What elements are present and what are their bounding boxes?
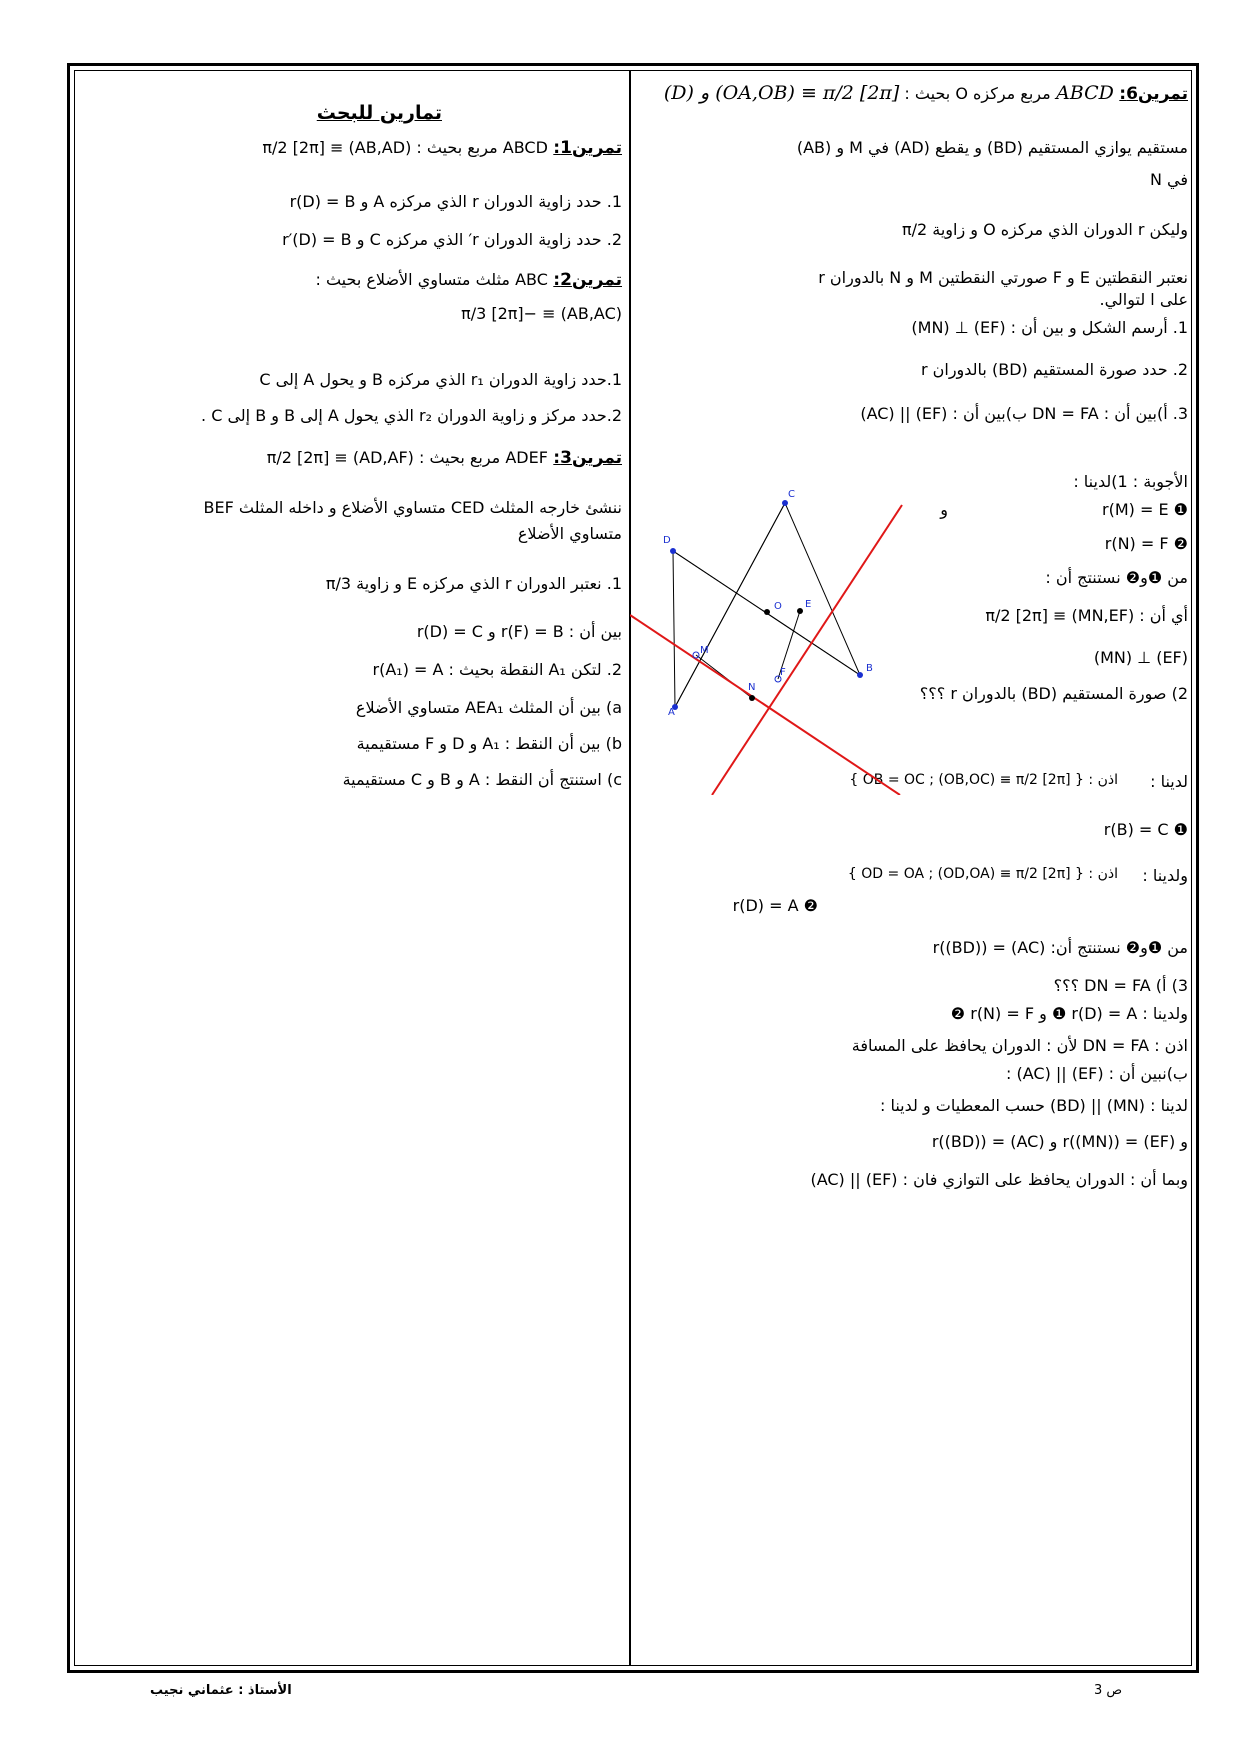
ex3-text: ADEF مربع بحيث : (AD,AF) ≡ π/2 [2π]: [266, 448, 548, 467]
ex1-q2: 2. حدد زاوية الدوران r′ الذي مركزه C و r′(D) = B: [282, 230, 622, 249]
left-title: تمارين للبحث: [316, 102, 442, 124]
ex3-q2: 2. لتكن A₁ النقطة بحيث : r(A₁) = A: [372, 660, 622, 679]
ex2-line2: (AB,AC) ≡ −π/3 [2π]: [461, 304, 622, 323]
ans-rM: ❶ r(M) = E: [1102, 500, 1188, 519]
ans-mn-ef: أي أن : (MN,EF) ≡ π/2 [2π]: [985, 606, 1188, 625]
label-N: N: [748, 682, 756, 693]
ex6-line4: وليكن r الدوران الذي مركزه O و زاوية π/2: [901, 220, 1188, 239]
ans2-concl: من ❶و❷ نستنتج أن: r((BD)) = (AC): [932, 938, 1188, 957]
ex2-label: تمرين2:: [553, 270, 622, 290]
ex3-line3: متساوي الأضلاع: [517, 524, 622, 543]
label-M: M: [700, 645, 709, 656]
red-line-2: [712, 505, 902, 795]
label-C: C: [788, 489, 795, 500]
ex2-line1: [315, 270, 622, 291]
point-C: [782, 500, 788, 506]
point-O: [764, 609, 770, 615]
point-E: [797, 608, 803, 614]
ex6-square: ABCD: [1056, 82, 1114, 104]
ans2-have: لدينا :: [1150, 772, 1188, 791]
ans3b-have: لدينا : (MN) || (BD) حسب المعطيات و لدينا :: [879, 1096, 1188, 1115]
geometry-figure: [630, 485, 920, 795]
ex6-line5: نعتبر النقطتين E و F صورتي النقطتين M و N بالدوران r: [818, 268, 1188, 287]
ans2-title: 2) صورة المستقيم (BD) بالدوران r ؟؟؟: [919, 684, 1188, 703]
ans-and: و: [940, 500, 948, 519]
ex2-q1: 1.حدد زاوية الدوران r₁ الذي مركزه B و يحول A إلى C: [259, 370, 622, 389]
ex2-q2: 2.حدد مركز و زاوية الدوران r₂ الذي يحول A إلى B و B إلى C .: [201, 406, 622, 425]
ans-title: الأجوبة : 1)لدينا :: [1073, 472, 1188, 491]
ans-perp: (EF) ⊥ (MN): [1093, 648, 1188, 667]
ex3-label: تمرين3:: [553, 448, 622, 468]
ex6-line3: في N: [1149, 170, 1188, 189]
ex3-q1b: بين أن : r(F) = B و r(D) = C: [416, 622, 622, 641]
ex6-q1: 1. أرسم الشكل و بين أن : (EF) ⊥ (MN): [911, 318, 1188, 337]
label-F: F: [780, 667, 786, 678]
ans2-sys1: اذن : { OB = OC ; (OB,OC) ≡ π/2 [2π] }: [849, 772, 1118, 788]
ex1-label: تمرين1:: [553, 138, 622, 158]
diagonal-AC: [675, 503, 785, 707]
label-E: E: [805, 599, 812, 610]
red-line-1: [630, 615, 900, 795]
label-D: D: [663, 535, 671, 546]
ans3b: ب)نبين أن : (EF) || (AC) :: [1006, 1064, 1188, 1083]
ex6-q3: 3. أ)بين أن : DN = FA ب)بين أن : (EF) || (AC): [860, 404, 1188, 423]
ex1-q1: 1. حدد زاوية الدوران r الذي مركزه A و r(D) = B: [289, 192, 622, 211]
ex6-q2: 2. حدد صورة المستقيم (BD) بالدوران r: [920, 360, 1188, 379]
ex6-line6: على ا لتوالي.: [1099, 290, 1188, 309]
ex1-text: ABCD مربع بحيث : (AB,AD) ≡ π/2 [2π]: [262, 138, 548, 157]
point-D: [670, 548, 676, 554]
ans3-have: ولدينا : r(D) = A ❶ و r(N) = F ❷: [950, 1004, 1188, 1023]
ex1-line1: [262, 138, 622, 159]
ans-from: من ❶و❷ نستنتج أن :: [1045, 568, 1188, 587]
label-A: A: [668, 707, 675, 718]
ex3-line1: [267, 448, 622, 469]
ex6-l1-text: مربع مركزه O بحيث :: [899, 84, 1051, 103]
ans2-have2: ولدينا :: [1142, 866, 1188, 885]
label-B: B: [866, 663, 873, 674]
ans2-sys2: اذن : { OD = OA ; (OD,OA) ≡ π/2 [2π] }: [847, 866, 1118, 882]
point-B: [857, 672, 863, 678]
ans3b-concl: وبما أن : الدوران يحافظ على التوازي فان : (EF) || (AC): [810, 1170, 1188, 1189]
ex3-qa: a) بين أن المثلث AEA₁ متساوي الأضلاع: [355, 698, 622, 717]
page-number: ص 3: [1094, 1683, 1123, 1698]
label-O: O: [774, 601, 782, 612]
ex3-line2: ننشئ خارجه المثلث CED متساوي الأضلاع و داخله المثلث BEF: [203, 498, 622, 517]
ex6-l1-math: (D) و (OA,OB) ≡ π/2 [2π]: [663, 82, 900, 104]
ex6-line1: [664, 82, 1188, 106]
ex3-qb: b) بين أن النقط : A₁ و D و F مستقيمية: [356, 734, 622, 753]
teacher-name: الأستاذ : عثماني نجيب: [150, 1683, 292, 1698]
ans3-concl: اذن : DN = FA لأن : الدوران يحافظ على المسافة: [851, 1036, 1188, 1055]
ans3b-imgs: و r((MN)) = (EF) و r((BD)) = (AC): [931, 1132, 1188, 1151]
ans2-rD: ❷ r(D) = A: [732, 896, 818, 915]
ans2-rB: ❶ r(B) = C: [1103, 820, 1188, 839]
square-ABCD: [673, 503, 860, 707]
column-divider: [629, 70, 631, 1666]
ex2-text: ABC مثلث متساوي الأضلاع بحيث :: [315, 270, 548, 289]
ex3-qc: c) استنتج أن النقط : A و B و C مستقيمية: [342, 770, 622, 789]
ans3-title: 3) أ) DN = FA ؟؟؟: [1053, 976, 1188, 995]
point-N: [749, 695, 755, 701]
ex3-q1: 1. نعتبر الدوران r الذي مركزه E و زاوية π/3: [325, 574, 622, 593]
ex6-line2: مستقيم يوازي المستقيم (BD) و يقطع (AD) في M و (AB): [796, 138, 1188, 157]
ex6-label: تمرين6:: [1119, 84, 1188, 104]
ans-rN: ❷ r(N) = F: [1104, 534, 1188, 553]
